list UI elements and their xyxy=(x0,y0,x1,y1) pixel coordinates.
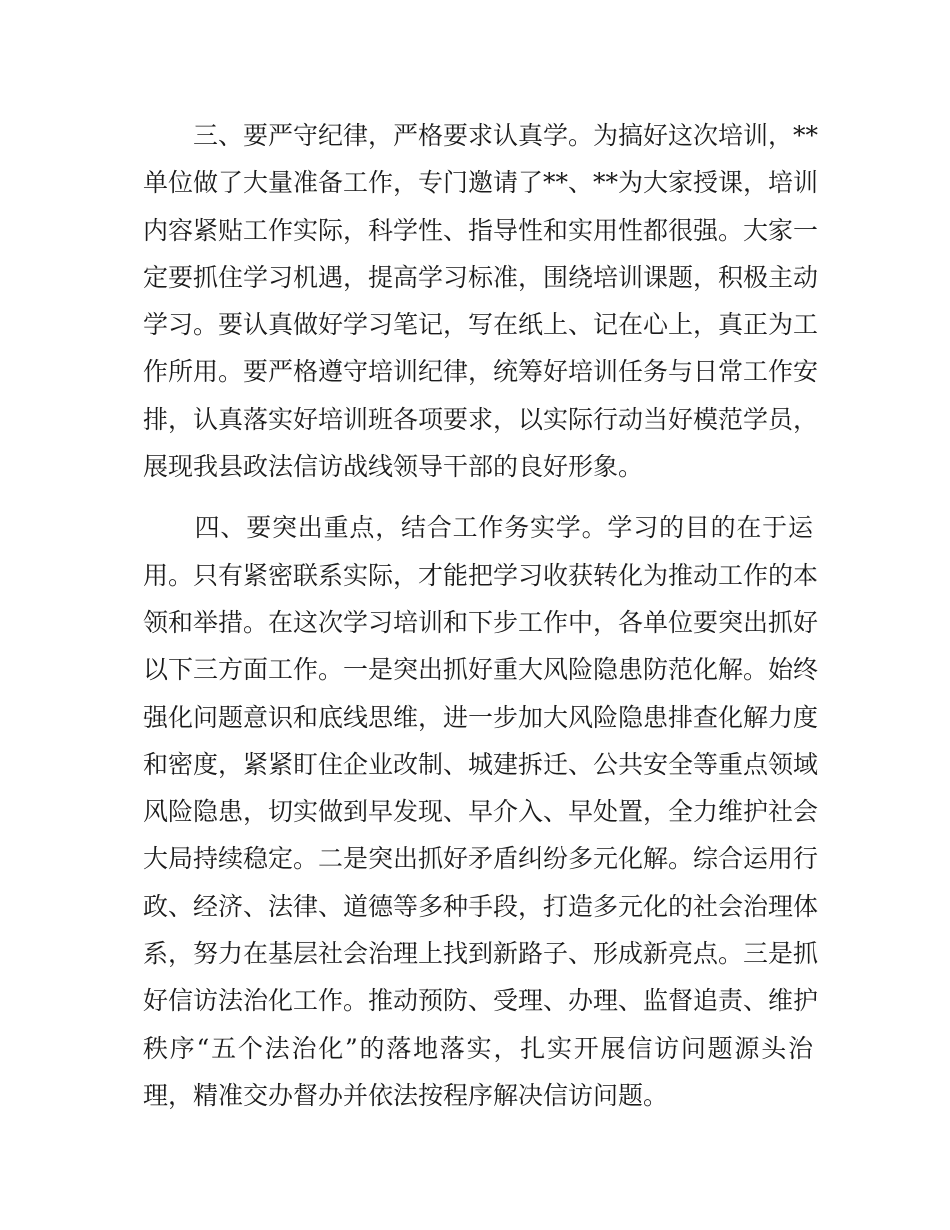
text-line: 三、要严守纪律，严格要求认真学。为搞好这次培训，** xyxy=(143,121,819,150)
text-line: 理，精准交办督办并依法按程序解决信访问题。 xyxy=(143,1080,669,1110)
text-line: 强化问题意识和底线思维，进一步加大风险隐患排查化解力度 xyxy=(143,702,819,732)
text-line: 系，努力在基层社会治理上找到新路子、形成新亮点。三是抓 xyxy=(143,939,819,969)
text-line: 学习。要认真做好学习笔记，写在纸上、记在心上，真正为工 xyxy=(143,310,819,340)
text-line: 风险隐患，切实做到早发现、早介入、早处置，全力维护社会 xyxy=(143,797,819,827)
text-line: 排，认真落实好培训班各项要求，以实际行动当好模范学员， xyxy=(143,404,819,434)
text-line: 好信访法治化工作。推动预防、受理、办理、监督追责、维护 xyxy=(143,986,819,1016)
text-line: 以下三方面工作。一是突出抓好重大风险隐患防范化解。始终 xyxy=(143,655,819,685)
text-line: 领和举措。在这次学习培训和下步工作中，各单位要突出抓好 xyxy=(143,607,819,637)
text-line: 政、经济、法律、道德等多种手段，打造多元化的社会治理体 xyxy=(143,891,819,921)
text-line: 四、要突出重点，结合工作务实学。学习的目的在于运 xyxy=(143,513,813,543)
text-line: 内容紧贴工作实际，科学性、指导性和实用性都很强。大家一 xyxy=(143,215,819,245)
text-line: 单位做了大量准备工作，专门邀请了**、**为大家授课，培训 xyxy=(143,168,819,198)
text-line: 展现我县政法信访战线领导干部的良好形象。 xyxy=(143,452,644,482)
document-body xyxy=(143,112,819,1119)
text-line: 定要抓住学习机遇，提高学习标准，围绕培训课题，积极主动 xyxy=(143,262,819,292)
text-line: 用。只有紧密联系实际，才能把学习收获转化为推动工作的本 xyxy=(143,560,819,590)
text-line: 作所用。要严格遵守培训纪律，统筹好培训任务与日常工作安 xyxy=(143,357,819,387)
paragraph-focus xyxy=(143,504,819,1119)
text-line: 大局持续稳定。二是突出抓好矛盾纠纷多元化解。综合运用行 xyxy=(143,844,819,874)
paragraph-spacer xyxy=(143,490,813,504)
text-line: 秩序“五个法治化”的落地落实，扎实开展信访问题源头治 xyxy=(143,1033,813,1063)
paragraph-discipline xyxy=(143,112,819,490)
text-line: 和密度，紧紧盯住企业改制、城建拆迁、公共安全等重点领域 xyxy=(143,749,819,779)
